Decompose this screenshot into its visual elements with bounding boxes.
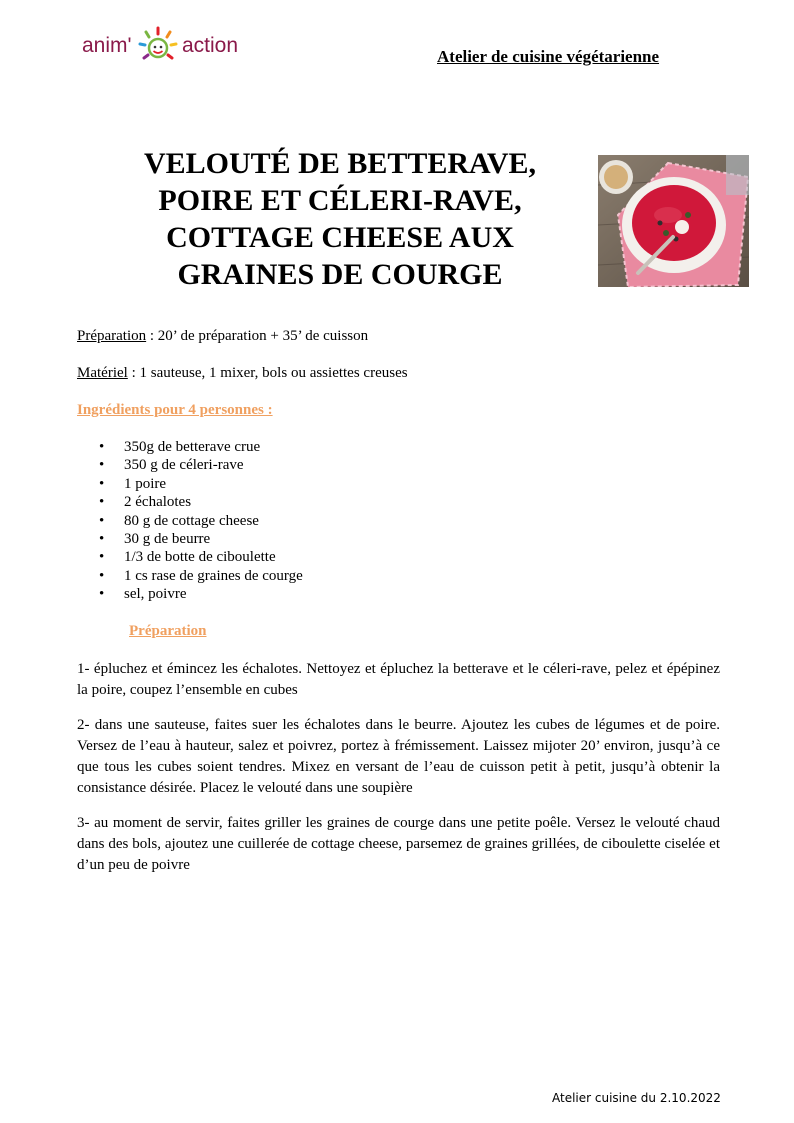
ingredient-item: • sel, poivre xyxy=(77,585,303,603)
logo-text-left: anim' xyxy=(82,34,132,57)
workshop-title: Atelier de cuisine végétarienne xyxy=(437,47,660,66)
preparation-label: Préparation xyxy=(77,328,147,344)
ingredients-heading: Ingrédients pour 4 personnes : xyxy=(77,402,273,418)
ingredients-list xyxy=(77,438,303,604)
anim-action-logo xyxy=(82,26,252,66)
ingredient-item: • 1 cs rase de graines de courge xyxy=(77,567,303,585)
recipe-title-line: GRAINES DE COURGE xyxy=(177,258,503,291)
materiel-label: Matériel xyxy=(77,365,128,381)
step-2: 2- dans une sauteuse, faites suer les échalotes dans le beurre. Ajoutez les cubes de légumes et de poire. Versez de l’eau à hauteur, salez et poivrez, portez à frémissement. Laissez mijoter 20’ environ, jusqu’à ce que tous les cubes soient tendres. Mixez en versant de l’eau de cuisson petit à petit, jusqu’à obtenir la consistance désirée. Placez le velouté dans une soupière xyxy=(77,717,720,796)
recipe-title-line: POIRE ET CÉLERI-RAVE, xyxy=(158,184,522,217)
materiel-value: : 1 sauteuse, 1 mixer, bols ou assiettes creuses xyxy=(127,365,408,381)
sun-face-icon xyxy=(138,26,178,66)
steps-heading: Préparation xyxy=(129,623,207,639)
ingredient-item: • 1 poire xyxy=(77,475,303,493)
ingredient-item: • 2 échalotes xyxy=(77,493,303,511)
recipe-title xyxy=(110,145,570,293)
step-1: 1- épluchez et émincez les échalotes. Nettoyez et épluchez la betterave et le céleri-rave, pelez et épépinez la poire, coupez l’ensemble en cubes xyxy=(77,661,720,698)
step-3: 3- au moment de servir, faites griller les graines de courge dans une petite poêle. Versez le velouté chaud dans des bols, ajoutez une cuillerée de cottage cheese, parsemez de graines grillées, de ciboulette ciselée et d’un peu de poivre xyxy=(77,815,720,873)
ingredient-item: • 30 g de beurre xyxy=(77,530,303,548)
preparation-time xyxy=(77,328,368,345)
logo-text-right: action xyxy=(182,34,239,57)
ingredient-item: • 80 g de cottage cheese xyxy=(77,512,303,530)
recipe-title-line: COTTAGE CHEESE AUX xyxy=(166,221,514,254)
footer-date: Atelier cuisine du 2.10.2022 xyxy=(552,1091,721,1105)
soup-photo xyxy=(598,155,749,287)
recipe-title-line: VELOUTÉ DE BETTERAVE, xyxy=(143,147,537,180)
ingredient-item: • 350g de betterave crue xyxy=(77,438,303,456)
ingredient-item: • 350 g de céleri-rave xyxy=(77,456,303,474)
ingredient-item: • 1/3 de botte de ciboulette xyxy=(77,548,303,566)
preparation-value: : 20’ de préparation + 35’ de cuisson xyxy=(146,328,369,344)
materiel xyxy=(77,365,408,382)
